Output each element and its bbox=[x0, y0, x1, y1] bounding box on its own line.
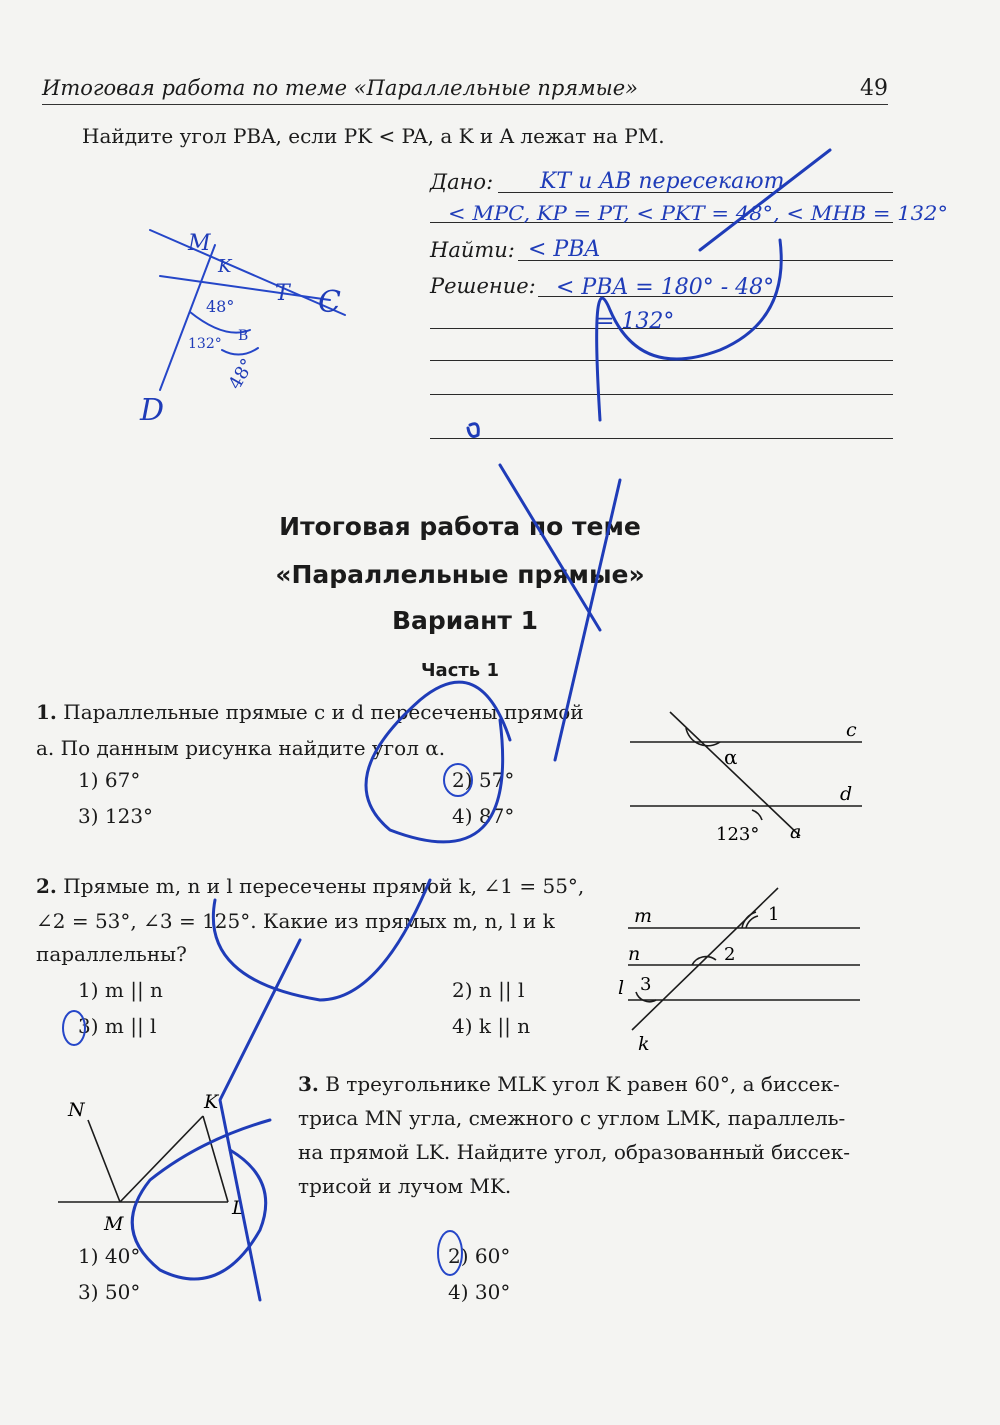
top-task-text: Найдите угол PBA, если PK < PA, а K и A лежат на PM. bbox=[82, 124, 665, 148]
q2-answer-circle bbox=[63, 1011, 85, 1045]
sketch-label-d: D bbox=[140, 393, 165, 428]
q1-label-alpha: α bbox=[724, 745, 738, 769]
ink-curve-left bbox=[213, 880, 430, 1000]
q1-option-3: 3) 123° bbox=[78, 804, 154, 828]
header-title: Итоговая работа по теме «Параллельные прямые» bbox=[42, 76, 638, 100]
q2-option-2: 2) n || l bbox=[452, 978, 525, 1002]
sketch-label-c: C bbox=[318, 285, 341, 320]
q3-text-1: В треугольнике MLK угол K равен 60°, а биссек- bbox=[325, 1072, 840, 1096]
q1-label-a: a bbox=[790, 821, 802, 843]
q3-text-4: трисой и лучом MK. bbox=[298, 1174, 512, 1198]
q1-option-2: 2) 57° bbox=[452, 768, 515, 792]
hw-solution-2: = 132° bbox=[596, 309, 675, 334]
ink-loop-bottom bbox=[132, 1120, 270, 1279]
q3-option-1: 1) 40° bbox=[78, 1244, 141, 1268]
ink-diagonal-1 bbox=[500, 465, 600, 630]
q3-option-4: 4) 30° bbox=[448, 1280, 511, 1304]
hw-solution-1: < PBA = 180° - 48° bbox=[556, 275, 775, 300]
q2-label-k: k bbox=[638, 1033, 650, 1055]
q1-number: 1. bbox=[36, 700, 57, 724]
q2-label-1: 1 bbox=[768, 904, 780, 925]
find-label: Найти: bbox=[430, 238, 515, 262]
hw-given-1: KT и AB пересекают bbox=[540, 169, 785, 194]
sketch-angle-48: 48° bbox=[206, 297, 235, 316]
sketch-label-k: K bbox=[218, 256, 232, 277]
sketch-line-2 bbox=[160, 276, 330, 300]
sketch-line-3 bbox=[160, 245, 215, 390]
q3-answer-circle bbox=[438, 1231, 462, 1275]
sketch-label-t: T bbox=[275, 281, 290, 306]
q1-label-123: 123° bbox=[716, 824, 760, 845]
sketch-line-1 bbox=[150, 230, 345, 315]
q3-label-l: L bbox=[232, 1197, 245, 1219]
q2-option-3: 3) m || l bbox=[78, 1014, 157, 1038]
hw-given-2: < MPC, KP = PT, < PKT = 48°, < MHB = 132° bbox=[448, 201, 948, 225]
q2-label-3: 3 bbox=[640, 974, 652, 995]
section-title-2: «Параллельные прямые» bbox=[275, 560, 645, 589]
q2-text-2: ∠2 = 53°, ∠3 = 125°. Какие из прямых m, n, l и k bbox=[36, 909, 555, 933]
q3-label-n: N bbox=[68, 1099, 85, 1121]
q3-number: 3. bbox=[298, 1072, 319, 1096]
sketch-angle-132: 132° bbox=[188, 336, 222, 352]
ink-small-loop bbox=[468, 424, 478, 437]
q3-option-2: 2) 60° bbox=[448, 1244, 511, 1268]
sketch-arc-2 bbox=[222, 348, 258, 355]
q1-text-1: Параллельные прямые c и d пересечены прямой bbox=[63, 700, 584, 724]
sketch-label-m: M bbox=[188, 231, 211, 256]
sketch-label-b: B bbox=[238, 328, 249, 344]
sketch-angle-48b: 48° bbox=[224, 355, 259, 394]
q2-text-1: Прямые m, n и l пересечены прямой k, ∠1 = 55°, bbox=[63, 874, 585, 898]
q3-text-3: на прямой LK. Найдите угол, образованный биссек- bbox=[298, 1140, 850, 1164]
q1-option-4: 4) 87° bbox=[452, 804, 515, 828]
q1-text-2: a. По данным рисунка найдите угол α. bbox=[36, 736, 446, 760]
q3-option-3: 3) 50° bbox=[78, 1280, 141, 1304]
ink-stroke-line bbox=[700, 150, 830, 250]
variant-title: Вариант 1 bbox=[391, 606, 539, 635]
q1-option-1: 1) 67° bbox=[78, 768, 141, 792]
q3-text-2: триса MN угла, смежного с углом LMK, параллель- bbox=[298, 1106, 846, 1130]
q1-label-d: d bbox=[840, 783, 853, 805]
part-title: Часть 1 bbox=[421, 660, 499, 681]
section-title-1: Итоговая работа по теме bbox=[279, 512, 641, 541]
q2-number: 2. bbox=[36, 874, 57, 898]
q3-label-m: M bbox=[104, 1213, 124, 1235]
q2-option-1: 1) m || n bbox=[78, 978, 163, 1002]
q2-text-3: параллельны? bbox=[36, 942, 187, 966]
q2-label-n: n bbox=[628, 943, 641, 965]
q2-label-m: m bbox=[634, 905, 653, 927]
ink-diagonal-2 bbox=[555, 480, 620, 760]
q2-label-l: l bbox=[618, 977, 625, 999]
page-number: 49 bbox=[860, 76, 888, 101]
ink-loop-middle bbox=[366, 682, 510, 842]
given-label: Дано: bbox=[430, 170, 494, 194]
q2-option-4: 4) k || n bbox=[452, 1014, 531, 1038]
q1-answer-circle bbox=[444, 764, 472, 796]
q2-label-2: 2 bbox=[724, 944, 736, 965]
q1-label-c: c bbox=[846, 719, 857, 741]
solution-label: Решение: bbox=[430, 274, 536, 298]
hw-find: < PBA bbox=[528, 237, 601, 262]
q3-label-k: K bbox=[204, 1091, 219, 1113]
